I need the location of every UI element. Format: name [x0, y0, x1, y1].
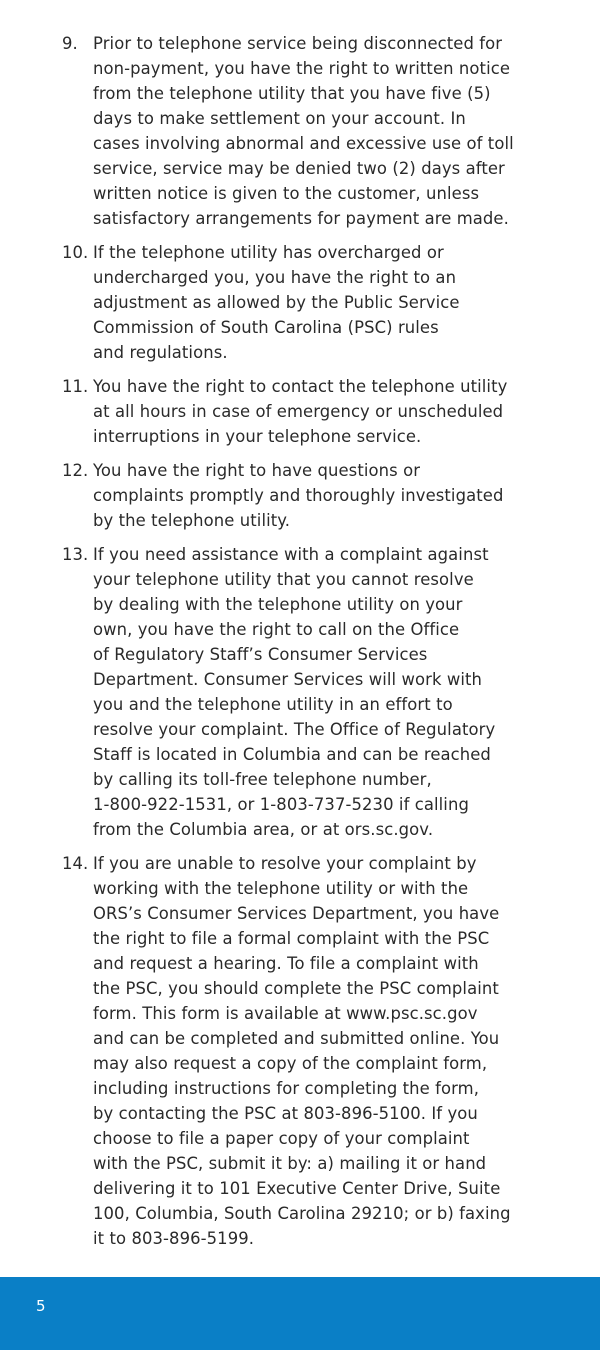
item-number: 11.	[62, 377, 89, 396]
item-text-line: cases involving abnormal and excessive use of toll	[93, 134, 514, 153]
item-text-line: the PSC, you should complete the PSC complaint	[93, 979, 499, 998]
item-text-line: choose to file a paper copy of your complaint	[93, 1129, 470, 1148]
item-text-line: Commission of South Carolina (PSC) rules	[93, 318, 439, 337]
item-text-line: including instructions for completing the form,	[93, 1079, 480, 1098]
item-text-line: satisfactory arrangements for payment are made.	[93, 209, 509, 228]
item-text-line: at all hours in case of emergency or unscheduled	[93, 402, 504, 421]
item-text-line: from the telephone utility that you have five (5)	[93, 84, 491, 103]
item-text-line: form. This form is available at www.psc.sc.gov	[93, 1004, 478, 1023]
item-text-line: 100, Columbia, South Carolina 29210; or b) faxing	[93, 1204, 511, 1223]
item-text-line: written notice is given to the customer, unless	[93, 184, 480, 203]
item-text-line: by the telephone utility.	[93, 511, 291, 530]
footer-bar	[0, 1277, 600, 1350]
item-text-line: may also request a copy of the complaint form,	[93, 1054, 488, 1073]
item-text-line: your telephone utility that you cannot resolve	[93, 570, 474, 589]
item-text-line: You have the right to have questions or	[93, 461, 421, 480]
item-text-line: If you are unable to resolve your complaint by	[93, 854, 477, 873]
numbered-list	[0, 31, 600, 1260]
list-item	[0, 542, 600, 842]
list-item	[0, 458, 600, 533]
item-text-line: the right to file a formal complaint with the PSC	[93, 929, 490, 948]
page-number: 5	[36, 1297, 46, 1315]
list-item	[0, 374, 600, 449]
item-text-line: ORS’s Consumer Services Department, you have	[93, 904, 500, 923]
item-text-line: and can be completed and submitted online. You	[93, 1029, 500, 1048]
item-text-line: by dealing with the telephone utility on your	[93, 595, 463, 614]
item-text-line: You have the right to contact the telephone utility	[93, 377, 508, 396]
item-text-line: non-payment, you have the right to written notice	[93, 59, 511, 78]
item-text-line: with the PSC, submit it by: a) mailing it or hand	[93, 1154, 487, 1173]
list-item	[0, 240, 600, 365]
item-text-line: interruptions in your telephone service.	[93, 427, 422, 446]
item-text-line: undercharged you, you have the right to an	[93, 268, 457, 287]
item-text-line: delivering it to 101 Executive Center Drive, Suite	[93, 1179, 501, 1198]
item-text-line: complaints promptly and thoroughly investigated	[93, 486, 504, 505]
item-text-line: and regulations.	[93, 343, 228, 362]
item-text-line: by calling its toll-free telephone number,	[93, 770, 432, 789]
item-text-line: Department. Consumer Services will work with	[93, 670, 483, 689]
item-text-line: and request a hearing. To file a complaint with	[93, 954, 479, 973]
item-text-line: by contacting the PSC at 803-896-5100. If you	[93, 1104, 478, 1123]
item-text-line: resolve your complaint. The Office of Regulatory	[93, 720, 496, 739]
item-text-line: you and the telephone utility in an effort to	[93, 695, 453, 714]
item-text-line: from the Columbia area, or at ors.sc.gov.	[93, 820, 434, 839]
item-text-line: of Regulatory Staff’s Consumer Services	[93, 645, 428, 664]
item-number: 13.	[62, 545, 89, 564]
item-number: 10.	[62, 243, 89, 262]
item-number: 14.	[62, 854, 89, 873]
item-text-line: working with the telephone utility or with the	[93, 879, 469, 898]
list-item	[0, 31, 600, 231]
item-text-line: service, service may be denied two (2) days after	[93, 159, 505, 178]
item-text-line: 1-800-922-1531, or 1-803-737-5230 if calling	[93, 795, 469, 814]
item-text-line: If you need assistance with a complaint against	[93, 545, 489, 564]
item-text-line: own, you have the right to call on the Office	[93, 620, 460, 639]
item-number: 9.	[62, 34, 78, 53]
list-item	[0, 851, 600, 1251]
item-text-line: days to make settlement on your account. In	[93, 109, 466, 128]
item-text-line: adjustment as allowed by the Public Service	[93, 293, 460, 312]
item-number: 12.	[62, 461, 89, 480]
item-text-line: If the telephone utility has overcharged or	[93, 243, 444, 262]
item-text-line: it to 803-896-5199.	[93, 1229, 255, 1248]
item-text-line: Prior to telephone service being disconnected for	[93, 34, 503, 53]
item-text-line: Staff is located in Columbia and can be reached	[93, 745, 491, 764]
